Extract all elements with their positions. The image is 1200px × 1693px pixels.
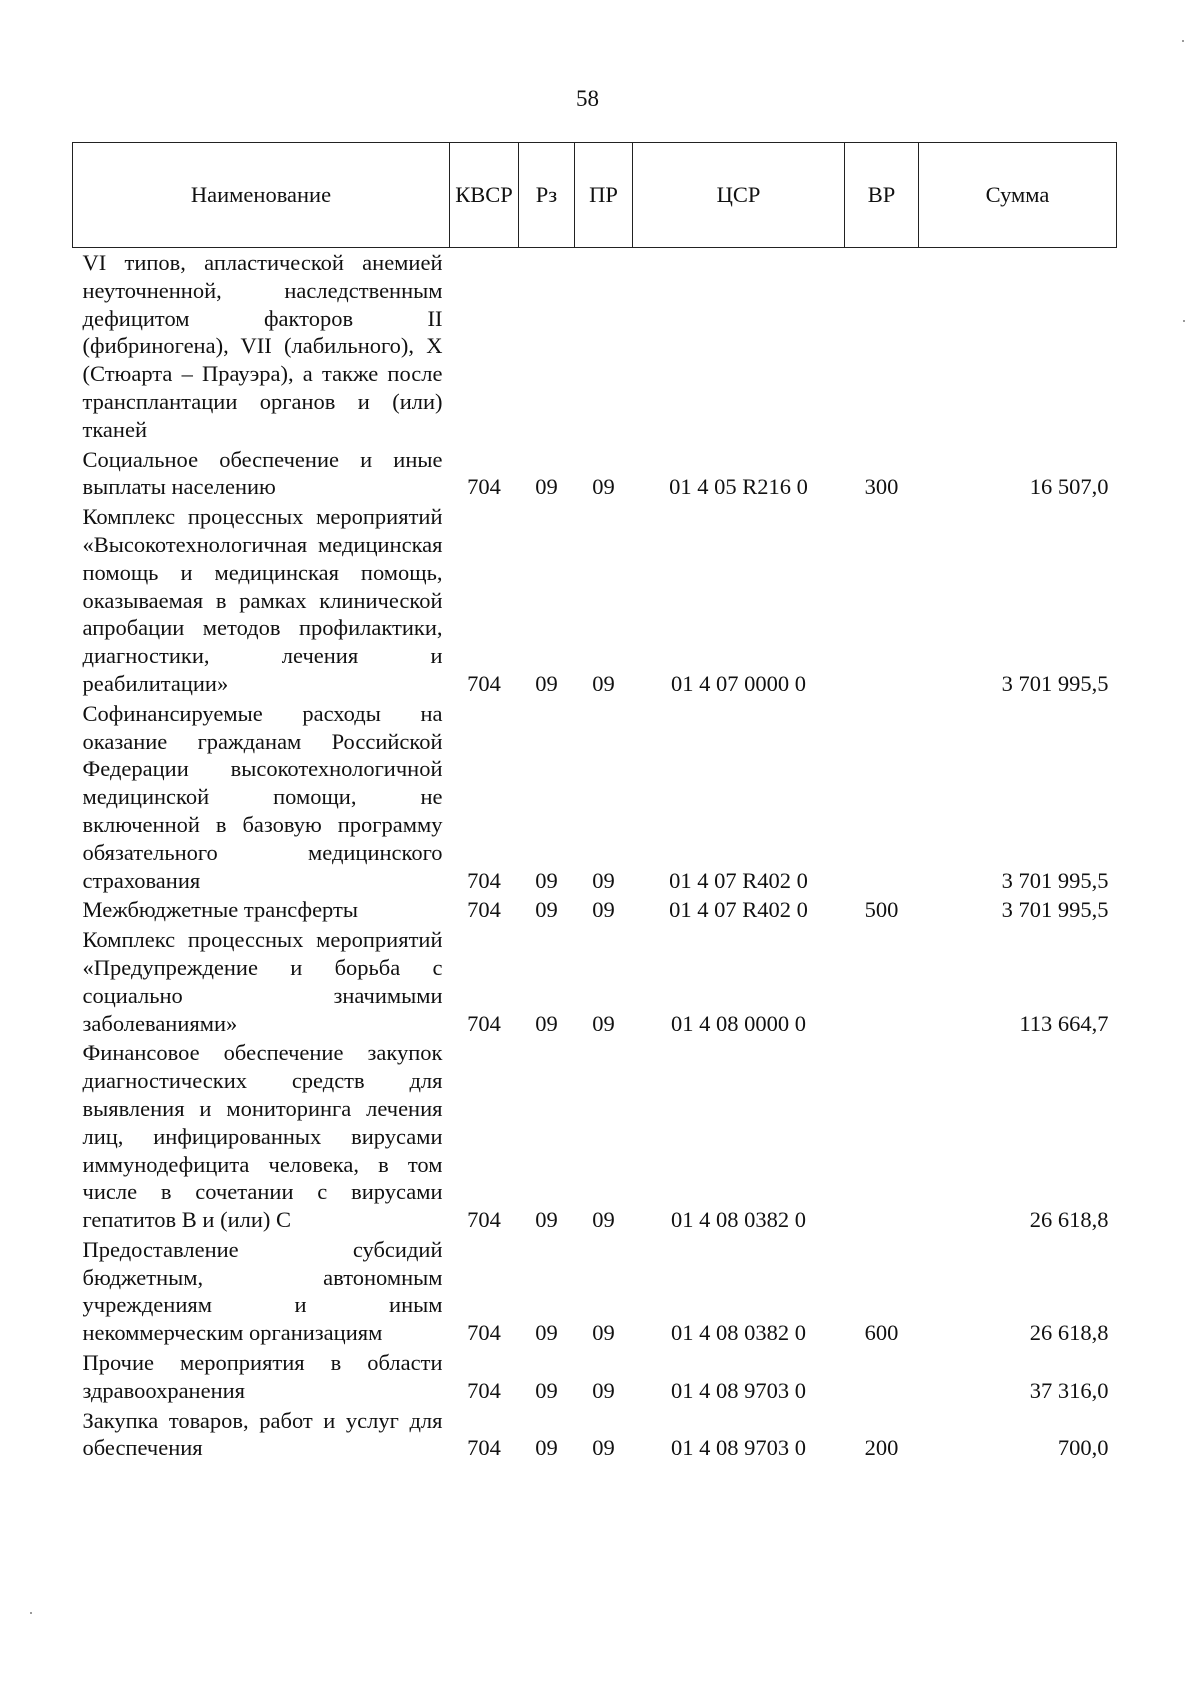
- row-pr: 09: [592, 1010, 615, 1036]
- row-pr: 09: [592, 867, 615, 893]
- row-csr: 01 4 07 R402 0: [669, 897, 808, 923]
- header-rz: Рз: [519, 143, 575, 248]
- row-kvsr: 704: [467, 1377, 501, 1403]
- table-row: [73, 445, 1117, 503]
- row-vr: 300: [864, 474, 899, 500]
- scan-speck: [1182, 40, 1184, 42]
- row-rz: 09: [535, 867, 558, 893]
- row-pr: 09: [592, 670, 615, 696]
- row-pr: 09: [592, 897, 615, 923]
- table-row: [73, 248, 1117, 445]
- row-rz: 09: [535, 1010, 558, 1036]
- budget-table: [72, 142, 1117, 1463]
- row-rz: 09: [535, 474, 558, 500]
- row-sum: 16 507,0: [1029, 474, 1109, 500]
- table-header: [73, 143, 1117, 248]
- row-kvsr: 704: [467, 670, 501, 696]
- row-csr: 01 4 08 0000 0: [671, 1010, 806, 1036]
- header-csr: ЦСР: [633, 143, 845, 248]
- row-rz: 09: [535, 897, 558, 923]
- row-name: Финансовое обеспечение закупок диагностических средств для выявления и мониторинга лечения лиц, инфицированных вирусами иммунодефицита человека, в том числе в сочетании с вирусами гепатитов B и (или) C: [82, 1040, 443, 1233]
- row-rz: 09: [535, 670, 558, 696]
- table-row: [73, 699, 1117, 896]
- row-vr: [845, 1348, 919, 1406]
- table-row: [73, 895, 1117, 925]
- row-rz: [519, 248, 575, 445]
- header-name: Наименование: [73, 143, 450, 248]
- row-pr: [575, 248, 633, 445]
- row-rz: 09: [535, 1377, 558, 1403]
- row-rz: 09: [535, 1320, 558, 1346]
- scan-speck: [30, 1612, 32, 1614]
- row-kvsr: 704: [467, 474, 501, 500]
- row-csr: 01 4 08 9703 0: [671, 1435, 806, 1461]
- row-sum: 3 701 995,5: [1001, 867, 1109, 893]
- row-kvsr: 704: [467, 1320, 501, 1346]
- row-sum: [919, 248, 1117, 445]
- row-csr: 01 4 07 0000 0: [671, 670, 806, 696]
- row-kvsr: 704: [467, 897, 501, 923]
- row-sum: 26 618,8: [1029, 1320, 1109, 1346]
- row-rz: 09: [535, 1207, 558, 1233]
- table-row: [73, 1406, 1117, 1464]
- row-pr: 09: [592, 1207, 615, 1233]
- table-row: [73, 925, 1117, 1038]
- row-kvsr: 704: [467, 1207, 501, 1233]
- row-vr: [845, 248, 919, 445]
- row-vr: [845, 925, 919, 1038]
- table-row: [73, 1348, 1117, 1406]
- row-sum: 113 664,7: [1019, 1010, 1109, 1036]
- table-row: [73, 502, 1117, 699]
- row-vr: [845, 502, 919, 699]
- row-vr: [845, 1038, 919, 1235]
- row-csr: 01 4 05 R216 0: [669, 474, 808, 500]
- header-vr: ВР: [845, 143, 919, 248]
- row-sum: 3 701 995,5: [1001, 670, 1109, 696]
- row-name: Социальное обеспечение и иные выплаты населению: [82, 446, 443, 500]
- row-sum: 37 316,0: [1029, 1377, 1109, 1403]
- row-kvsr: 704: [467, 867, 501, 893]
- row-name: VI типов, апластической анемией неуточненной, наследственным дефицитом факторов II (фибриногена), VII (лабильного), X (Стюарта – Прауэра), а также после трансплантации органов и (или) тканей: [82, 250, 443, 442]
- header-sum: Сумма: [919, 143, 1117, 248]
- row-vr: [845, 699, 919, 896]
- row-pr: 09: [592, 1435, 615, 1461]
- row-csr: 01 4 08 9703 0: [671, 1377, 806, 1403]
- row-name: Комплекс процессных мероприятий «Предупреждение и борьба с социально значимыми заболеваниями»: [82, 927, 443, 1036]
- row-name: Закупка товаров, работ и услуг для обеспечения: [82, 1407, 443, 1461]
- row-kvsr: 704: [467, 1435, 501, 1461]
- row-name: Предоставление субсидий бюджетным, автономным учреждениям и иным некоммерческим организациям: [82, 1236, 443, 1346]
- row-name: Комплекс процессных мероприятий «Высокотехнологичная медицинская помощь и медицинская помощь, оказываемая в рамках клинической апробации методов профилактики, диагностики, лечения и реабилитации»: [82, 504, 443, 696]
- table-row: [73, 1038, 1117, 1235]
- row-csr: 01 4 08 0382 0: [671, 1207, 806, 1233]
- row-sum: 3 701 995,5: [1001, 897, 1109, 923]
- page-number: 58: [576, 86, 599, 111]
- row-pr: 09: [592, 474, 615, 500]
- table-body: [73, 248, 1117, 1464]
- header-pr: ПР: [575, 143, 633, 248]
- row-csr: 01 4 08 0382 0: [671, 1320, 806, 1346]
- row-pr: 09: [592, 1377, 615, 1403]
- row-name: Прочие мероприятия в области здравоохранения: [82, 1350, 443, 1403]
- row-sum: 26 618,8: [1029, 1207, 1109, 1233]
- scan-speck: [1183, 320, 1185, 322]
- table-row: [73, 1235, 1117, 1348]
- row-rz: 09: [535, 1435, 558, 1461]
- row-vr: 200: [864, 1435, 899, 1461]
- row-vr: 500: [864, 897, 899, 923]
- row-vr: 600: [864, 1320, 899, 1346]
- row-kvsr: 704: [467, 1010, 501, 1036]
- row-pr: 09: [592, 1320, 615, 1346]
- row-csr: [633, 248, 845, 445]
- row-name: Межбюджетные трансферты: [82, 897, 358, 923]
- row-sum: 700,0: [1057, 1435, 1109, 1461]
- row-name: Софинансируемые расходы на оказание гражданам Российской Федерации высокотехнологичной медицинской помощи, не включенной в базовую программу обязательного медицинского страхования: [82, 700, 443, 893]
- header-kvsr: КВСР: [450, 143, 519, 248]
- row-csr: 01 4 07 R402 0: [669, 867, 808, 893]
- row-kvsr: [450, 248, 519, 445]
